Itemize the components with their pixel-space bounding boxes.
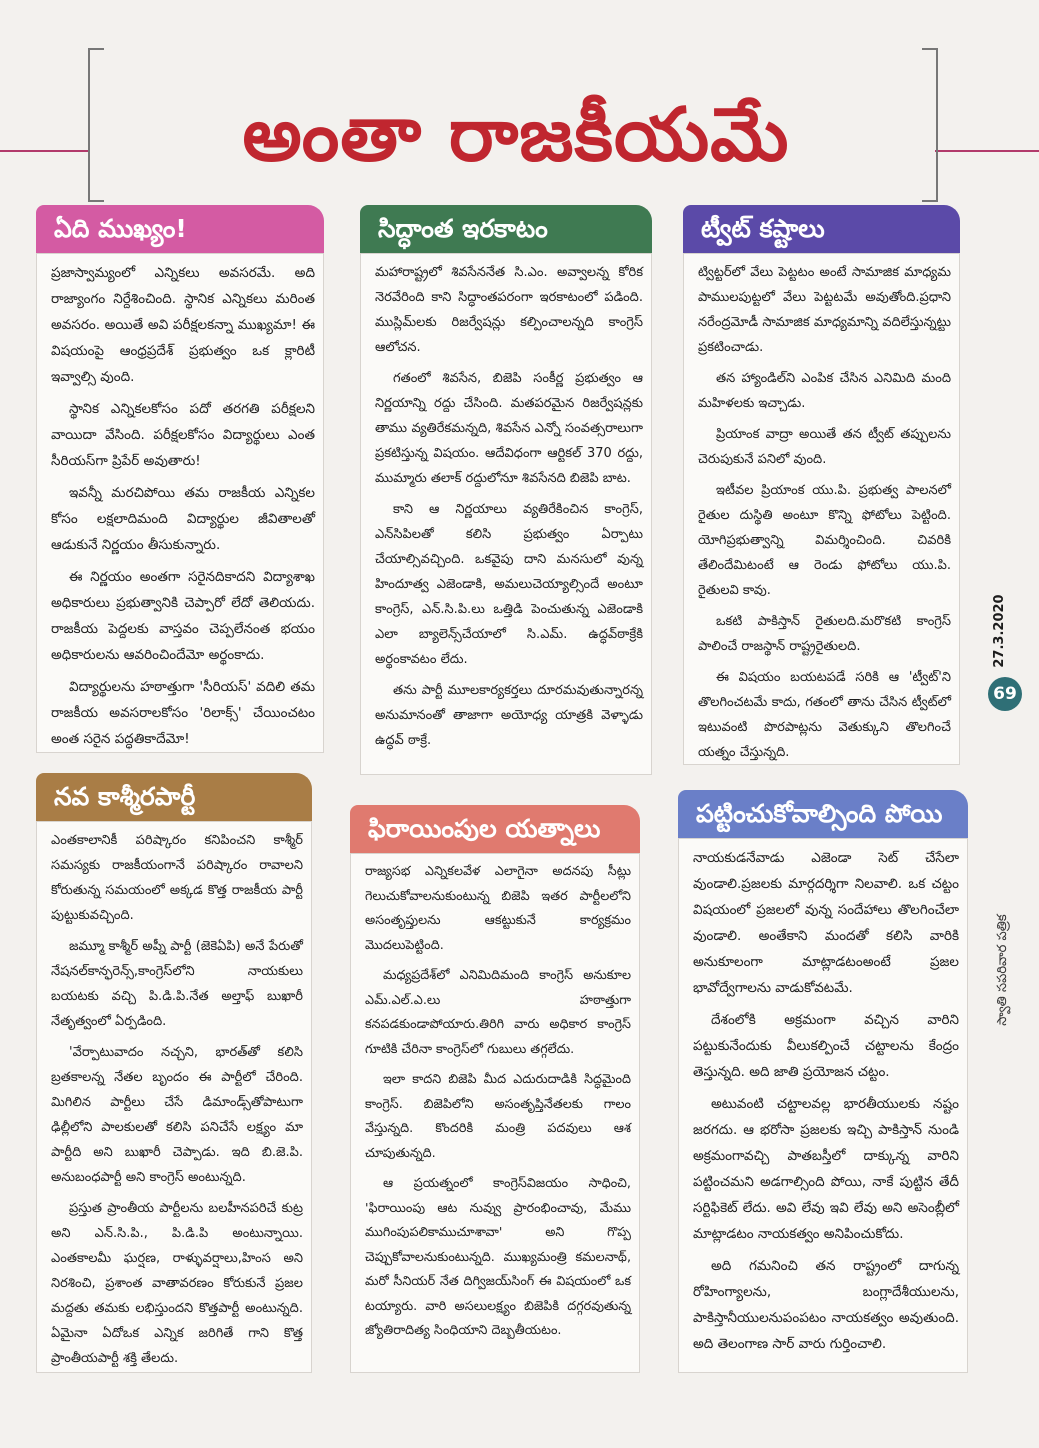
article-heading: పట్టించుకోవాల్సింది పోయి bbox=[678, 790, 968, 838]
article-body bbox=[36, 253, 324, 753]
paragraph: విద్యార్థులను హఠాత్తుగా 'సీరియస్' వదిలి తమ రాజకీయ అవసరాలకోసం 'రిలాక్స్' చేయించటం అంత సరైన పద్ధతికాదేమో! bbox=[51, 679, 315, 747]
paragraph: ప్రియాంక వాద్రా అయితే తన ట్వీట్ తప్పులను చెరుపుకునే పనిలో వుంది. bbox=[698, 427, 951, 467]
paragraph: ప్రజాస్వామ్యంలో ఎన్నికలు అవసరమే. అది రాజ్యాంగం నిర్దేశించింది. స్థానిక ఎన్నికలు మరింత అవసరం. అయితే అవి పరీక్షలకన్నా ముఖ్యమా! ఈ విషయంపై ఆంధ్రప్రదేశ్ ప్రభుత్వం ఒక క్లారిటీ ఇవ్వాల్సి వుంది. bbox=[51, 265, 315, 385]
paragraph: ఒకటి పాకిస్తాన్ రైతులది.మరొకటి కాంగ్రెస్ పాలించే రాజస్థాన్ రాష్ట్రరైతులది. bbox=[698, 614, 951, 654]
publication-name: స్వాతి సపరివార పత్రిక bbox=[995, 914, 1010, 1026]
article-body bbox=[678, 838, 968, 1373]
paragraph: గతంలో శివసేన, బిజెపి సంకీర్ణ ప్రభుత్వం ఆ నిర్ణయాన్ని రద్దు చేసింది. మతపరమైన రిజర్వేషన్లకు తాము వ్యతిరేకమన్నది, శివసేన ఎన్నో సంవత్సరాలుగా ప్రకటిస్తున్న విషయం. ఆదేవిధంగా ఆర్టికల్ 370 రద్దు, ముమ్మారు తలాక్ రద్దులోనూ శివసేనది బిజెపి బాట. bbox=[375, 371, 643, 486]
paragraph: అది గమనించి తన రాష్ట్రంలో దాగున్న రోహింగ్యాలను, బంగ్లాదేశీయులను, పాకిస్తానీయులనుపంపటం నాయకత్వం అవుతుంది. అది తెలంగాణ సార్ వారు గుర్తించాలి. bbox=[693, 1258, 959, 1352]
paragraph: జమ్మూ కాశ్మీర్ అప్నీ పార్టీ (జెకెఏపి) అనే పేరుతో నేషనల్‌కాన్ఫరెన్స్,కాంగ్రెస్‌లోని నాయకులు బయటకు వచ్చి పి.డి.పి.నేత అల్తాఫ్ బుఖారీ నేతృత్వంలో ఏర్పడింది. bbox=[51, 939, 303, 1029]
paragraph: 'వేర్పాటువాదం నచ్చని, భారత్‌తో కలిసి బ్రతకాలన్న నేతల బృందం ఈ పార్టీలో చేరింది. మిగిలిన పార్టీలు చేసే డిమాండ్స్‌తోపాటుగా ఢిల్లీలోని పాలకులతో కలిసి పనిచేసే లక్ష్యం మా పార్టీది అని బుఖారీ చెప్పాడు. ఇది బి.జె.పి. అనుబంధపార్టీ అని కాంగ్రెస్ అంటున్నది. bbox=[51, 1045, 303, 1185]
paragraph: కాని ఆ నిర్ణయాలు వ్యతిరేకించిన కాంగ్రెస్, ఎన్‌సిపిలతో కలిసి ప్రభుత్వం ఏర్పాటు చేయాల్సివచ్చింది. ఒకవైపు దాని మనసులో వున్న హిందూత్వ ఎజెండాకి, అమలుచెయ్యాల్సిందే అంటూ కాంగ్రెస్, ఎన్.సి.పి.లు ఒత్తిడి పెంచుతున్న ఎజెండాకి ఎలా బ్యాలెన్స్‌చేయాలో సి.ఎమ్. ఉద్ధవ్‌ఠాక్రేకి అర్థంకావటం లేదు. bbox=[375, 502, 643, 667]
right-rule bbox=[935, 150, 1039, 152]
paragraph: నాయకుడనేవాడు ఎజెండా సెట్ చేసేలా వుండాలి.ప్రజలకు మార్గదర్శిగా నిలవాలి. ఒక చట్టం విషయంలో ప్రజలలో వున్న సందేహాలు తొలగించేలా వుండాలి. అంతేకాని మందతో కలిసి వారికి అనుకూలంగా మాట్లాడటంఅంటే ప్రజల భావోద్వేగాలను వాడుకోవటమే. bbox=[693, 850, 959, 996]
paragraph: తను పార్టీ మూలకార్యకర్తలు దూరమవుతున్నారన్న అనుమానంతో తాజాగా అయోధ్య యాత్రకి వెళ్ళాడు ఉద్ధవ్ ఠాక్రే. bbox=[375, 683, 643, 748]
paragraph: తన హ్యాండిల్‌ని ఎంపిక చేసిన ఎనిమిది మంది మహిళలకు ఇచ్చాడు. bbox=[698, 371, 951, 411]
paragraph: అటువంటి చట్టాలవల్ల భారతీయులకు నష్టం జరగదు. ఆ భరోసా ప్రజలకు ఇచ్చి పాకిస్తాన్ నుండి అక్రమంగావచ్చి పాతబస్తీలో దాక్కున్న వారిని పట్టించమని అడగాల్సింది పోయి, నాకే పుట్టిన తేదీ సర్టిఫికెట్ లేదు. అవి లేవు ఇవి లేవు అని అసెంబ్లీలో మాట్లాడటం నాయకత్వం అనిపించుకోదు. bbox=[693, 1096, 959, 1242]
paragraph: ఈ విషయం బయటపడే సరికి ఆ 'ట్వీట్'ని తొలగించటమే కాదు, గతంలో తాను చేసిన ట్వీట్‌లో ఇటువంటి పొరపాట్లను వెతుక్కుని తొలగించే యత్నం చేస్తున్నది. bbox=[698, 670, 951, 760]
paragraph: ప్రస్తుత ప్రాంతీయ పార్టీలను బలహీనపరిచే కుట్ర అని ఎన్.సి.పి., పి.డి.పి అంటున్నాయి. ఎంతకాలమీ ఘర్షణ, రాళ్ళువర్షాలు,హింస అని నిరశించి, ప్రశాంత వాతావరణం కోరుకునే ప్రజల మద్దతు తమకు లభిస్తుందని కొత్తపార్టీ అంటున్నది. ఏమైనా ఏదోఒక ఎన్నిక జరిగితే గాని కొత్త ప్రాంతీయపార్టీ శక్తి తేలదు. bbox=[51, 1201, 303, 1366]
paragraph: ఎంతకాలానికీ పరిష్కారం కనిపించని కాశ్మీర్ సమస్యకు రాజకీయంగానే పరిష్కారం రావాలని కోరుతున్న సమయంలో అక్కడ కొత్త రాజకీయ పార్టీ పుట్టుకువచ్చింది. bbox=[51, 833, 303, 923]
article-body bbox=[360, 253, 652, 775]
page-number: 69 bbox=[988, 677, 1022, 711]
article-body bbox=[350, 853, 640, 1373]
side-margin bbox=[983, 595, 1023, 1355]
paragraph: రాజ్యసభ ఎన్నికలవేళ ఎలాగైనా అదనపు సీట్లు గెలుచుకోవాలనుకుంటున్న బిజెపి ఇతర పార్టీలలోని అసంతృప్తులను ఆకట్టుకునే కార్యక్రమం మొదలుపెట్టింది. bbox=[365, 864, 631, 953]
issue-date: 27.3.2020 bbox=[992, 594, 1007, 668]
article-heading: నవ కాశ్మీరపార్టీ bbox=[36, 773, 312, 821]
paragraph: ఈ నిర్ణయం అంతగా సరైనదికాదని విద్యాశాఖ అధికారులు ప్రభుత్వానికి చెప్పారో లేదో తెలియదు. రాజకీయ పెద్దలకు వాస్తవం చెప్పలేనంత భయం అధికారులను ఆవరించిందేమో అర్థంకాదు. bbox=[51, 569, 315, 663]
article-body bbox=[36, 821, 312, 1373]
article-heading: ట్వీట్ కష్టాలు bbox=[683, 205, 960, 253]
paragraph: ఇటీవల ప్రియాంక యు.పి. ప్రభుత్వ పాలనలో రైతుల దుస్థితి అంటూ కొన్ని ఫోటోలు పెట్టింది. యోగిప్రభుత్వాన్ని విమర్శించింది. చివరికి తేలిందేమిటంటే ఆ రెండు ఫోటోలు యు.పి. రైతులవి కావు. bbox=[698, 483, 951, 598]
paragraph: ఆ ప్రయత్నంలో కాంగ్రెస్‌విజయం సాధించి, 'ఫిరాయింపు ఆట నువ్వు ప్రారంభించావు, మేము ముగింపుపలికాముచూశావా' అని గొప్ప చెప్పుకోవాలనుకుంటున్నది. ముఖ్యమంత్రి కమలనాథ్, మరో సీనియర్ నేత దిగ్విజయ్‌సింగ్ ఈ విషయంలో ఒక టయ్యారు. వారి అసలులక్ష్యం బిజెపికి దగ్గరవుతున్న జ్యోతిరాదిత్య సింధియాని దెబ్బతీయటం. bbox=[365, 1176, 631, 1338]
paragraph: స్థానిక ఎన్నికలకోసం పదో తరగతి పరీక్షలని వాయిదా వేసింది. పరీక్షలకోసం విద్యార్థులు ఎంత సీరియస్‌గా ప్రిపేర్ అవుతారు! bbox=[51, 401, 315, 469]
article-body bbox=[683, 253, 960, 765]
left-rule bbox=[0, 150, 90, 152]
page-title: అంతా రాజకీయమే bbox=[242, 92, 790, 178]
paragraph: ట్విట్టర్‌లో వేలు పెట్టటం అంటే సామాజిక మాధ్యమ పాములపుట్టలో వేలు పెట్టటమే అవుతోంది.ప్రధాని నరేంద్రమోడీ సామాజిక మాధ్యమాన్ని వదిలేస్తున్నట్టు ప్రకటించాడు. bbox=[698, 265, 951, 355]
article-heading: ఫిరాయింపుల యత్నాలు bbox=[350, 805, 640, 853]
paragraph: దేశంలోకి అక్రమంగా వచ్చిన వారిని పట్టుకునేందుకు వీలుకల్పించే చట్టాలను కేంద్రం తెస్తున్నది. అది జాతి ప్రయోజన చట్టం. bbox=[693, 1012, 959, 1080]
paragraph: మధ్యప్రదేశ్‌లో ఎనిమిదిమంది కాంగ్రెస్ అనుకూల ఎమ్.ఎల్.ఎ.లు హఠాత్తుగా కనపడకుండాపోయారు.తిరిగి వారు అధికార కాంగ్రెస్ గూటికి చేరినా కాంగ్రెస్‌లో గుబులు తగ్గలేదు. bbox=[365, 968, 631, 1057]
article-heading: ఏది ముఖ్యం! bbox=[36, 205, 324, 253]
article-heading: సిద్ధాంత ఇరకాటం bbox=[360, 205, 652, 253]
paragraph: ఇవన్నీ మరచిపోయి తమ రాజకీయ ఎన్నికల కోసం లక్షలాదిమంది విద్యార్థుల జీవితాలతో ఆడుకునే నిర్ణయం తీసుకున్నారు. bbox=[51, 485, 315, 553]
paragraph: మహారాష్ట్రలో శివసేననేత సి.ఎం. అవ్వాలన్న కోరిక నెరవేరింది కాని సిద్ధాంతపరంగా ఇరకాటంలో పడింది. ముస్లిమ్‌లకు రిజర్వేషన్లు కల్పించాలన్నది కాంగ్రెస్ ఆలోచన. bbox=[375, 265, 643, 355]
paragraph: ఇలా కాదని బిజెపి మీద ఎదురుదాడికి సిద్ధమైంది కాంగ్రెస్. బిజెపిలోని అసంతృప్తినేతలకు గాలం వేస్తున్నది. కొందరికి మంత్రి పదవులు ఆశ చూపుతున్నది. bbox=[365, 1072, 631, 1161]
